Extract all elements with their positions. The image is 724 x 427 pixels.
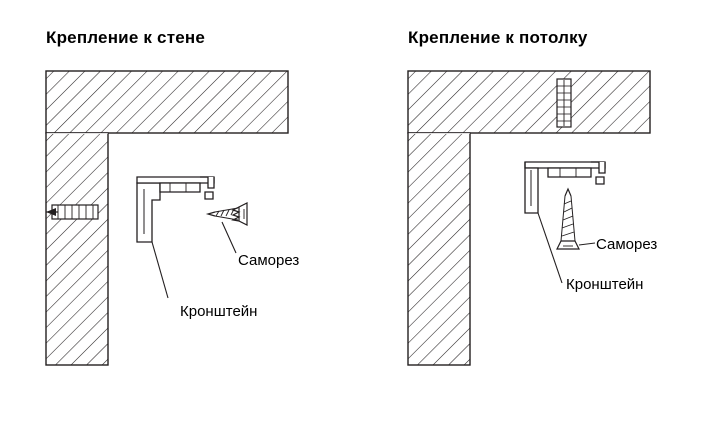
leader-bracket (152, 242, 168, 298)
wall-slab-hatched (46, 133, 108, 365)
label-bracket-wall: Кронштейн (180, 303, 258, 320)
panel-wall-title: Крепление к стене (46, 28, 205, 47)
wall-plug (46, 205, 98, 219)
ceiling-slab-hatched (408, 71, 650, 133)
label-bracket-ceiling: Кронштейн (566, 276, 644, 293)
label-screw-wall: Саморез (238, 252, 300, 269)
self-tapping-screw (208, 203, 247, 225)
bracket (137, 177, 214, 242)
wall-slab-hatched (408, 133, 470, 365)
panel-ceiling-mount (362, 0, 724, 427)
ceiling-mount-drawing (362, 0, 724, 427)
panel-ceiling-title: Крепление к потолку (408, 28, 588, 47)
ceiling-slab-hatched (46, 71, 288, 133)
ceiling-screw (557, 79, 571, 127)
bracket (525, 162, 605, 213)
leader-lines (152, 222, 236, 298)
leader-screw (222, 222, 236, 253)
leader-screw (579, 243, 595, 245)
label-screw-ceiling: Саморез (596, 236, 658, 253)
self-tapping-screw (557, 189, 579, 249)
